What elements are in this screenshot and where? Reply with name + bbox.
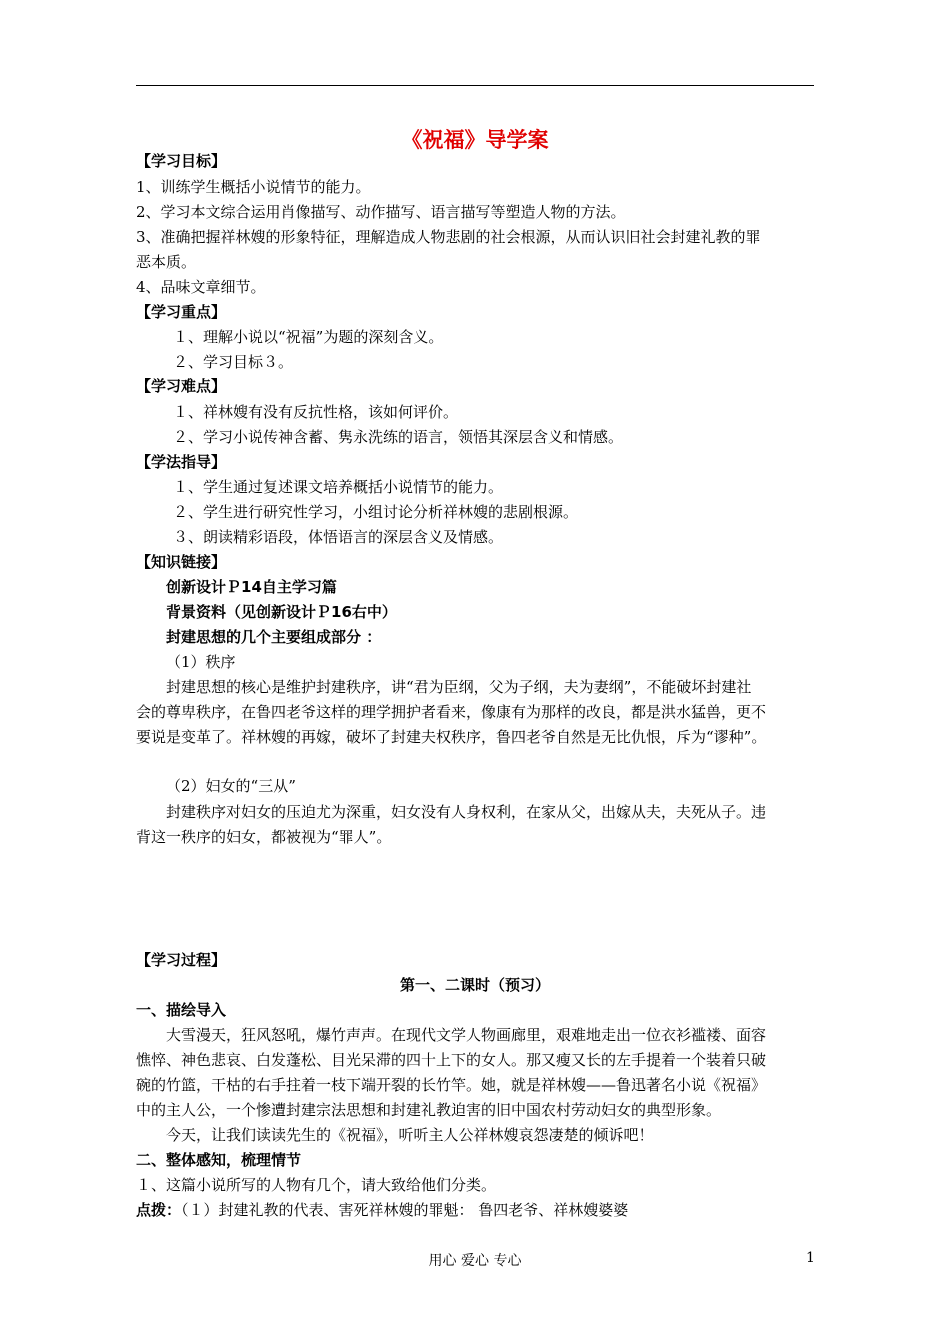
method-item: ２、学生进行研究性学习，小组讨论分析祥林嫂的悲剧根源。 [173,503,579,521]
method-item: １、学生通过复述课文培养概括小说情节的能力。 [173,478,504,496]
goal-item: 2、学习本文综合运用肖像描写、动作描写、语言描写等塑造人物的方法。 [136,203,626,221]
paragraph-line: 会的尊卑秩序，在鲁四老爷这样的理学拥护者看来，像康有为那样的改良，都是洪水猛兽，更不 [136,703,767,721]
hint-line [136,1200,628,1220]
paragraph-line: 封建思想的核心是维护封建秩序，讲“君为臣纲，父为子纲，夫为妻纲”，不能破坏封建社 [166,678,752,696]
goal-item: 恶本质。 [136,253,197,271]
paragraph-line: 要说是变革了。祥林嫂的再嫁，破坏了封建夫权秩序，鲁四老爷自然是无比仇恨，斥为“谬种”。 [136,728,767,746]
knowledge-item: 封建思想的几个主要组成部分 ： [166,628,382,646]
knowledge-heading: 【知识链接】 [136,553,227,571]
process-heading: 【学习过程】 [136,951,227,969]
focus-heading: 【学习重点】 [136,303,227,321]
hint-text: （１）封建礼教的代表、害死祥林嫂的罪魁： 鲁四老爷、祥林嫂婆婆 [181,1201,629,1219]
paragraph-line: 碗的竹篮，干枯的右手拄着一枝下端开裂的长竹竿。她，就是祥林嫂——鲁迅著名小说《祝福》 [136,1076,767,1094]
lesson-title: 第一、二课时（预习） [399,976,550,994]
paragraph-line: 封建秩序对妇女的压迫尤为深重，妇女没有人身权利，在家从父，出嫁从夫，夫死从子。违 [166,803,767,821]
paragraph-line: 今天，让我们读读先生的《祝福》，听听主人公祥林嫂哀怨凄楚的倾诉吧！ [166,1126,654,1144]
section-title: 二、整体感知，梳理情节 [136,1151,302,1169]
page-number: 1 [806,1250,815,1266]
focus-item: ２、学习目标３。 [173,353,294,371]
difficulty-item: ２、学习小说传神含蓄、隽永洗练的语言，领悟其深层含义和情感。 [173,428,624,446]
difficulty-item: １、祥林嫂有没有反抗性格，该如何评价。 [173,403,459,421]
difficulty-heading: 【学习难点】 [136,377,227,395]
hint-label: 点拨： [136,1201,182,1219]
focus-item: １、理解小说以“祝福”为题的深刻含义。 [173,328,444,346]
section-title: 一、描绘导入 [136,1001,227,1019]
goal-item: 1、训练学生概括小说情节的能力。 [136,178,371,196]
knowledge-subheading: （2）妇女的“三从” [166,777,296,795]
question-line: １、这篇小说所写的人物有几个，请大致给他们分类。 [136,1176,497,1194]
header-rule [136,85,814,86]
paragraph-line: 憔悴、神色悲哀、白发蓬松、目光呆滞的四十上下的女人。那又瘦又长的左手提着一个装着只破 [136,1051,767,1069]
paragraph-line: 背这一秩序的妇女，都被视为“罪人”。 [136,828,392,846]
paragraph-line: 大雪漫天，狂风怒吼，爆竹声声。在现代文学人物画廊里，艰难地走出一位衣衫褴褛、面容 [166,1026,767,1044]
goals-heading: 【学习目标】 [136,152,227,170]
goal-item: 4、品味文章细节。 [136,278,266,296]
method-item: ３、朗读精彩语段，体悟语言的深层含义及情感。 [173,528,504,546]
knowledge-item: 背景资料（见创新设计Ｐ16右中） [166,603,397,621]
method-heading: 【学法指导】 [136,453,227,471]
footer-text: 用心 爱心 专心 [428,1253,522,1269]
goal-item: 3、准确把握祥林嫂的形象特征，理解造成人物悲剧的社会根源，从而认识旧社会封建礼教的罪 [136,228,761,246]
knowledge-subheading: （1）秩序 [166,653,236,671]
knowledge-item: 创新设计Ｐ14自主学习篇 [166,578,337,596]
paragraph-line: 中的主人公，一个惨遭封建宗法思想和封建礼教迫害的旧中国农村劳动妇女的典型形象。 [136,1101,722,1119]
document-title: 《祝福》导学案 [401,128,549,152]
